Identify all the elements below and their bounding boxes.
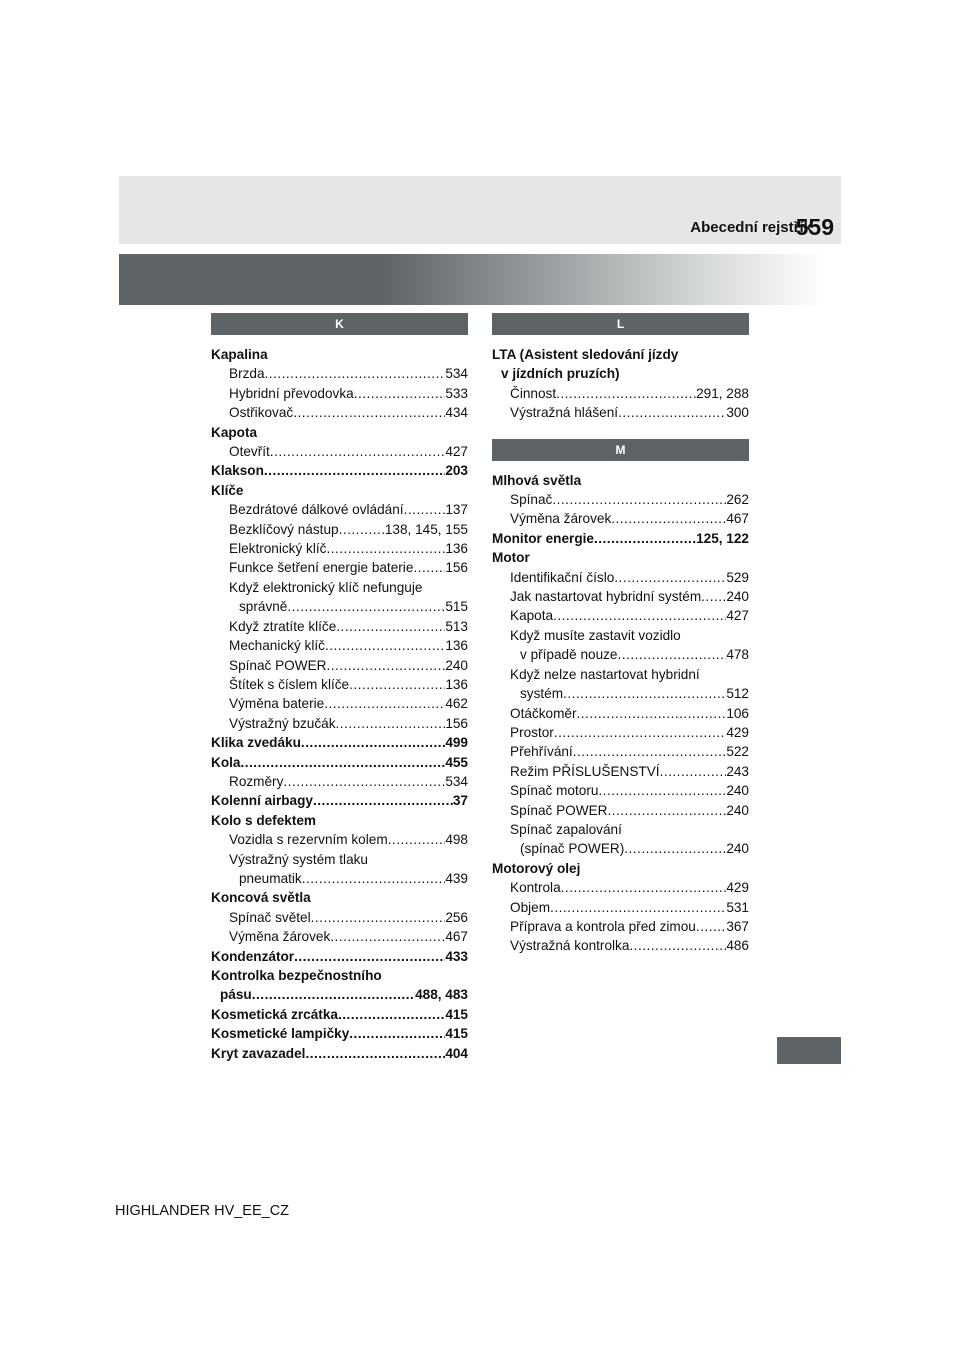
index-entry bbox=[492, 665, 749, 684]
section-letter-k: K bbox=[211, 313, 468, 335]
dot-leader bbox=[413, 558, 445, 577]
index-entry-text: Kapalina bbox=[211, 347, 268, 362]
index-entry-text: Koncová světla bbox=[211, 890, 311, 906]
index-entry-text: Klíče bbox=[211, 482, 244, 498]
index-entry-page: 37 bbox=[452, 793, 468, 809]
section-entries-l bbox=[492, 345, 749, 423]
index-entry-text: Otevřít bbox=[229, 444, 270, 460]
index-entry bbox=[211, 520, 468, 539]
dot-leader bbox=[556, 384, 696, 403]
index-entry bbox=[211, 617, 468, 636]
index-entry bbox=[211, 481, 468, 500]
index-entry bbox=[211, 1005, 468, 1024]
index-entry bbox=[211, 442, 468, 461]
index-entry bbox=[492, 684, 749, 703]
index-entry bbox=[211, 714, 468, 733]
index-entry-page: 415 bbox=[445, 1006, 468, 1022]
section-entries-m bbox=[492, 471, 749, 956]
index-entry-text: Objem bbox=[510, 899, 551, 915]
index-entry-page: 203 bbox=[445, 463, 468, 479]
dot-leader bbox=[301, 733, 445, 752]
section-letter-m: M bbox=[492, 439, 749, 461]
index-entry bbox=[211, 888, 468, 907]
dot-leader bbox=[598, 781, 726, 800]
index-entry-page: 427 bbox=[445, 444, 468, 460]
index-entry-text: Výstražný systém tlaku bbox=[229, 851, 368, 867]
dot-leader bbox=[552, 490, 726, 509]
index-entry-page: 439 bbox=[445, 870, 468, 886]
index-entry bbox=[211, 927, 468, 946]
index-entry-page: 136 bbox=[445, 541, 468, 557]
dot-leader bbox=[563, 684, 726, 703]
index-entry-page: 240 bbox=[726, 783, 749, 799]
dot-leader bbox=[240, 753, 445, 772]
index-entry bbox=[211, 694, 468, 713]
index-entry-page: 522 bbox=[726, 744, 749, 760]
index-entry bbox=[492, 936, 749, 955]
index-entry bbox=[211, 461, 468, 480]
index-entry-text: Kondenzátor bbox=[211, 948, 295, 964]
dot-leader bbox=[287, 597, 445, 616]
dot-leader bbox=[326, 656, 445, 675]
dot-leader bbox=[270, 442, 446, 461]
index-entry-page: 499 bbox=[445, 735, 468, 751]
index-entry bbox=[492, 548, 749, 567]
index-entry bbox=[211, 500, 468, 519]
index-entry-text: správně bbox=[239, 599, 288, 615]
index-entry bbox=[492, 345, 749, 364]
footer-model-code: HIGHLANDER HV_EE_CZ bbox=[115, 1203, 290, 1219]
index-entry-text: LTA (Asistent sledování jízdy bbox=[492, 347, 679, 362]
dot-leader bbox=[553, 606, 726, 625]
dot-leader bbox=[326, 539, 445, 558]
index-entry-text: Spínač POWER bbox=[510, 802, 608, 818]
index-entry bbox=[211, 656, 468, 675]
index-entry-text: Funkce šetření energie baterie bbox=[229, 560, 414, 576]
dot-leader bbox=[336, 714, 446, 733]
index-entry-page: 434 bbox=[445, 405, 468, 421]
dot-leader bbox=[404, 500, 446, 519]
index-entry-text: Klika zvedáku bbox=[211, 735, 301, 751]
dot-leader bbox=[311, 908, 446, 927]
dot-leader bbox=[252, 985, 415, 1004]
dot-leader bbox=[283, 772, 445, 791]
index-entry bbox=[211, 733, 468, 752]
index-entry-text: Kola bbox=[211, 754, 241, 770]
index-entry-text: Výstražná kontrolka bbox=[510, 938, 630, 954]
index-entry bbox=[492, 606, 749, 625]
dot-leader bbox=[354, 384, 446, 403]
dot-leader bbox=[614, 568, 726, 587]
index-entry-page: 429 bbox=[726, 880, 749, 896]
index-entry-page: 415 bbox=[445, 1026, 468, 1042]
index-entry-page: 136 bbox=[445, 638, 468, 654]
index-entry bbox=[211, 384, 468, 403]
index-entry-page: 534 bbox=[445, 773, 468, 789]
index-entry-text: Štítek s číslem klíče bbox=[229, 676, 350, 692]
index-entry-text: Činnost bbox=[510, 385, 557, 401]
index-entry-page: 291, 288 bbox=[696, 385, 749, 401]
index-entry-text: Režim PŘÍSLUŠENSTVÍ bbox=[510, 763, 660, 779]
index-entry bbox=[211, 345, 468, 364]
index-entry-text: v případě nouze bbox=[520, 647, 618, 663]
index-entry-text: Kontrolka bezpečnostního bbox=[211, 968, 382, 983]
index-entry-text: Mlhová světla bbox=[492, 472, 582, 488]
index-entry bbox=[211, 597, 468, 616]
index-entry-page: 240 bbox=[445, 657, 468, 673]
index-entry-text: Bezklíčový nástup bbox=[229, 521, 339, 537]
dot-leader bbox=[607, 801, 726, 820]
index-entry bbox=[211, 985, 468, 1004]
dot-leader bbox=[594, 529, 696, 548]
index-entry-page: 125, 122 bbox=[696, 530, 749, 546]
index-entry bbox=[211, 558, 468, 577]
index-entry bbox=[492, 471, 749, 490]
index-entry bbox=[492, 490, 749, 509]
index-entry-text: Výstražná hlášení bbox=[510, 405, 619, 421]
index-entry-text: Klakson bbox=[211, 463, 264, 479]
index-entry-page: 404 bbox=[445, 1045, 468, 1061]
index-entry-text: Když ztratíte klíče bbox=[229, 618, 337, 634]
index-entry-page: 427 bbox=[726, 608, 749, 624]
dot-leader bbox=[349, 675, 445, 694]
index-entry bbox=[211, 423, 468, 442]
index-entry-text: Prostor bbox=[510, 724, 554, 740]
dot-leader bbox=[349, 1024, 445, 1043]
index-entry bbox=[492, 859, 749, 878]
index-entry-page: 533 bbox=[445, 385, 468, 401]
index-entry bbox=[211, 830, 468, 849]
index-entry-page: 429 bbox=[726, 724, 749, 740]
index-entry-text: Mechanický klíč bbox=[229, 638, 325, 654]
index-entry-text: Spínač bbox=[510, 492, 553, 508]
index-entry-text: Spínač POWER bbox=[229, 657, 327, 673]
index-entry-text: Kolo s defektem bbox=[211, 812, 316, 828]
index-entry-page: 529 bbox=[726, 569, 749, 585]
index-entry-page: 486 bbox=[726, 938, 749, 954]
index-entry bbox=[211, 753, 468, 772]
index-entry-page: 136 bbox=[445, 676, 468, 692]
dot-leader bbox=[554, 723, 726, 742]
index-entry bbox=[211, 1044, 468, 1063]
index-entry-text: Kosmetická zrcátka bbox=[211, 1006, 338, 1022]
index-entry-text: Bezdrátové dálkové ovládání bbox=[229, 502, 404, 518]
index-entry bbox=[211, 811, 468, 830]
dot-leader bbox=[305, 1044, 445, 1063]
index-entry-page: 455 bbox=[445, 754, 468, 770]
index-entry bbox=[492, 898, 749, 917]
dot-leader bbox=[302, 869, 446, 888]
index-entry-page: 534 bbox=[445, 366, 468, 382]
index-entry-text: Když elektronický klíč nefunguje bbox=[229, 579, 423, 595]
index-entry bbox=[492, 917, 749, 936]
index-entry-text: Identifikační číslo bbox=[510, 569, 615, 585]
index-entry bbox=[492, 626, 749, 645]
index-entry bbox=[492, 704, 749, 723]
index-entry-text: Příprava a kontrola před zimou bbox=[510, 918, 696, 934]
index-entry-page: 512 bbox=[726, 686, 749, 702]
dot-leader bbox=[561, 878, 727, 897]
index-entry-page: 240 bbox=[726, 841, 749, 857]
index-entry-text: Elektronický klíč bbox=[229, 541, 327, 557]
index-entry-text: Když nelze nastartovat hybridní bbox=[510, 666, 700, 682]
index-entry bbox=[492, 645, 749, 664]
index-entry-page: 156 bbox=[445, 715, 468, 731]
index-entry-text: Kapota bbox=[211, 424, 258, 440]
index-entry-text: Výměna baterie bbox=[229, 696, 325, 712]
index-entry-text: Kontrola bbox=[510, 880, 561, 896]
index-entry-page: 513 bbox=[445, 618, 468, 634]
index-entry-text: (spínač POWER) bbox=[520, 841, 625, 857]
index-entry bbox=[211, 869, 468, 888]
dot-leader bbox=[660, 762, 727, 781]
index-entry-text: pásu bbox=[220, 987, 252, 1003]
index-entry bbox=[211, 578, 468, 597]
index-entry bbox=[492, 742, 749, 761]
index-entry-page: 137 bbox=[445, 502, 468, 518]
index-entry-page: 531 bbox=[726, 899, 749, 915]
index-entry-page: 262 bbox=[726, 492, 749, 508]
index-entry-text: Rozměry bbox=[229, 773, 284, 789]
index-entry bbox=[211, 539, 468, 558]
index-entry-page: 467 bbox=[726, 511, 749, 527]
dot-leader bbox=[624, 839, 726, 858]
index-entry-text: Když musíte zastavit vozidlo bbox=[510, 627, 681, 643]
dot-leader bbox=[265, 364, 446, 383]
dot-leader bbox=[325, 636, 445, 655]
index-entry-text: Hybridní převodovka bbox=[229, 385, 354, 401]
index-entry bbox=[211, 772, 468, 791]
index-entry-text: v jízdních pruzích) bbox=[501, 366, 620, 382]
index-entry bbox=[211, 364, 468, 383]
dot-leader bbox=[701, 587, 726, 606]
index-entry-page: 106 bbox=[726, 705, 749, 721]
index-entry-page: 156 bbox=[445, 560, 468, 576]
index-entry bbox=[492, 509, 749, 528]
dot-leader bbox=[324, 694, 445, 713]
dot-leader bbox=[264, 461, 445, 480]
index-entry bbox=[492, 587, 749, 606]
dot-leader bbox=[338, 1005, 445, 1024]
dot-leader bbox=[388, 830, 446, 849]
index-entry bbox=[211, 850, 468, 869]
index-entry-text: Spínač motoru bbox=[510, 783, 599, 799]
index-entry bbox=[211, 403, 468, 422]
dot-leader bbox=[336, 617, 445, 636]
index-entry bbox=[492, 762, 749, 781]
page-number: 559 bbox=[795, 214, 834, 240]
index-entry-page: 467 bbox=[445, 929, 468, 945]
dot-leader bbox=[629, 936, 726, 955]
index-entry bbox=[492, 568, 749, 587]
dot-leader bbox=[618, 645, 727, 664]
index-entry bbox=[211, 908, 468, 927]
dot-leader bbox=[339, 520, 385, 539]
index-entry bbox=[492, 364, 749, 383]
section-entries-k bbox=[211, 345, 468, 1063]
dot-leader bbox=[550, 898, 726, 917]
index-entry-page: 433 bbox=[445, 948, 468, 964]
index-entry bbox=[492, 781, 749, 800]
index-entry bbox=[492, 529, 749, 548]
index-column-left bbox=[211, 313, 468, 1063]
index-entry bbox=[492, 820, 749, 839]
dot-leader bbox=[293, 403, 445, 422]
index-entry-page: 240 bbox=[726, 802, 749, 818]
index-entry-text: Spínač zapalování bbox=[510, 821, 622, 837]
index-entry-text: Monitor energie bbox=[492, 530, 594, 546]
index-entry-text: Spínač světel bbox=[229, 909, 311, 925]
index-entry bbox=[211, 675, 468, 694]
index-entry-page: 367 bbox=[726, 918, 749, 934]
index-entry bbox=[492, 801, 749, 820]
index-entry-text: Otáčkoměr bbox=[510, 705, 577, 721]
index-entry bbox=[492, 403, 749, 422]
dot-leader bbox=[573, 742, 727, 761]
dot-leader bbox=[611, 509, 726, 528]
decorative-gradient-band bbox=[119, 254, 841, 305]
chapter-side-tab bbox=[777, 1037, 841, 1064]
index-entry-text: Jak nastartovat hybridní systém bbox=[510, 589, 702, 605]
dot-leader bbox=[294, 947, 445, 966]
index-entry bbox=[492, 878, 749, 897]
index-entry-text: Motor bbox=[492, 550, 530, 566]
index-entry-page: 138, 145, 155 bbox=[384, 521, 468, 537]
dot-leader bbox=[330, 927, 445, 946]
index-entry-text: Výměna žárovek bbox=[229, 929, 331, 945]
index-entry-page: 515 bbox=[445, 599, 468, 615]
section-letter-l: L bbox=[492, 313, 749, 335]
index-entry bbox=[492, 723, 749, 742]
index-entry bbox=[492, 384, 749, 403]
index-column-right bbox=[492, 313, 749, 956]
index-entry-page: 256 bbox=[445, 909, 468, 925]
index-entry bbox=[211, 636, 468, 655]
index-entry bbox=[211, 791, 468, 810]
dot-leader bbox=[576, 704, 726, 723]
dot-leader bbox=[618, 403, 726, 422]
index-entry bbox=[492, 839, 749, 858]
index-entry-text: Kolenní airbagy bbox=[211, 793, 313, 809]
index-entry-text: Kryt zavazadel bbox=[211, 1045, 306, 1061]
index-entry-text: Výstražný bzučák bbox=[229, 715, 336, 731]
index-entry-text: Kapota bbox=[510, 608, 554, 624]
index-entry-page: 498 bbox=[445, 832, 468, 848]
index-entry-page: 488, 483 bbox=[415, 987, 468, 1003]
index-entry-page: 243 bbox=[726, 763, 749, 779]
index-entry-text: Vozidla s rezervním kolem bbox=[229, 832, 388, 848]
index-entry-text: Kosmetické lampičky bbox=[211, 1026, 350, 1042]
index-entry-text: Výměna žárovek bbox=[510, 511, 612, 527]
index-entry-text: Přehřívání bbox=[510, 744, 573, 760]
index-entry bbox=[211, 947, 468, 966]
dot-leader bbox=[696, 917, 726, 936]
index-entry-page: 462 bbox=[445, 696, 468, 712]
index-entry bbox=[211, 1024, 468, 1043]
index-entry-text: pneumatik bbox=[239, 870, 302, 886]
index-entry-text: Motorový olej bbox=[492, 860, 581, 876]
index-entry-page: 478 bbox=[726, 647, 749, 663]
index-entry-page: 240 bbox=[726, 589, 749, 605]
index-entry bbox=[211, 966, 468, 985]
index-entry-page: 300 bbox=[726, 405, 749, 421]
section-title: Abecední rejstřík bbox=[690, 219, 812, 236]
dot-leader bbox=[313, 791, 453, 810]
index-entry-text: Ostřikovač bbox=[229, 405, 294, 421]
index-entry-text: systém bbox=[520, 686, 564, 702]
index-entry-text: Brzda bbox=[229, 366, 265, 382]
